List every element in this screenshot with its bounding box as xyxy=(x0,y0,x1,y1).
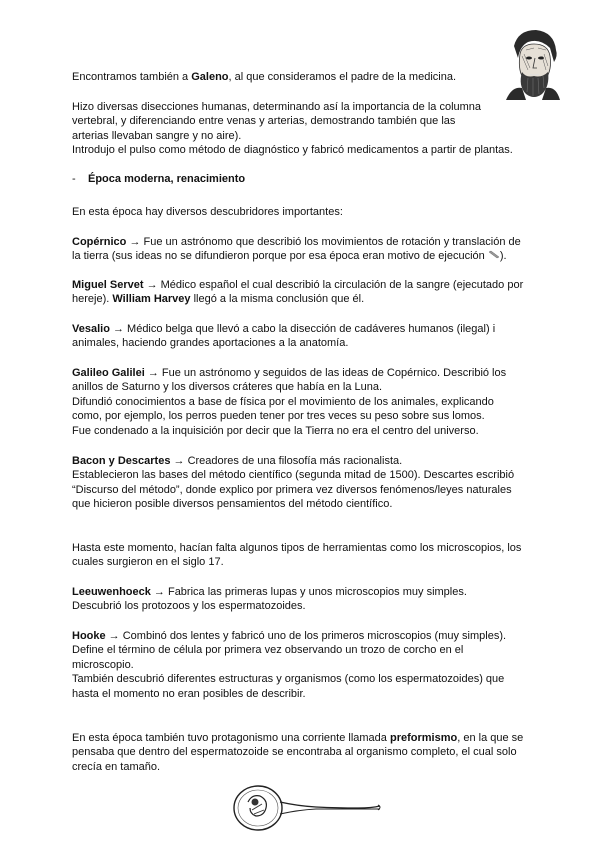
servet-name: Miguel Servet xyxy=(72,279,144,291)
homunculus-sperm-icon xyxy=(228,780,384,836)
bacon-text3: “Discurso del método”, donde explico por primera vez diversos fenómenos/leyes naturales xyxy=(72,483,512,496)
preformismo-paragraph xyxy=(72,731,532,774)
galeno-intro-post: , al que consideramos el padre de la medicina. xyxy=(228,71,456,83)
bacon-paragraph xyxy=(72,454,532,512)
copernico-text2: la tierra (sus ideas no se difundieron porque por esa época eran motivo de ejecución xyxy=(72,250,488,263)
preformismo-text1-pre: En esta época también tuvo protagonismo una corriente llamada xyxy=(72,732,390,744)
servet-line1 xyxy=(72,278,532,292)
galeno-line: vertebral, y diferenciando entre venas y arterias, demostrando también que las xyxy=(72,115,456,128)
servet-line2 xyxy=(72,292,532,306)
galeno-line: arterias llevaban sangre y no aire). xyxy=(72,129,242,142)
preformismo-text1-post: , en la que se xyxy=(457,732,524,744)
copernico-name: Copérnico xyxy=(72,236,127,248)
preformismo-text2: pensaba que dentro del espermatozoide se encontraba al organismo completo, el cual solo xyxy=(72,746,517,759)
leeuwenhoeck-paragraph xyxy=(72,585,532,614)
copernico-text1: → Fue un astrónomo que describió los movimientos de rotación y translación de xyxy=(126,236,521,248)
preformismo-text3: crecía en tamaño. xyxy=(72,760,161,773)
hooke-text4: También descubrió diferentes estructuras y organismos (como los espermatozoides) que xyxy=(72,673,505,686)
galeno-intro-pre: Encontramos también a xyxy=(72,71,192,83)
copernico-line2 xyxy=(72,249,532,263)
galileo-text3: Difundió conocimientos a base de física por el movimiento de los animales, explicando xyxy=(72,395,494,408)
preformismo-term: preformismo xyxy=(389,732,458,744)
galeno-portrait-icon xyxy=(500,26,566,100)
hooke-text1: → Combinó dos lentes y fabricó uno de los primeros microscopios (muy simples). xyxy=(105,630,507,642)
galeno-intro xyxy=(72,70,532,84)
herramientas-text2: cuales surgieron en el siglo 17. xyxy=(72,556,224,569)
section-intro-text: En esta época hay diversos descubridores importantes: xyxy=(72,206,343,218)
hooke-text5: hasta el momento no eran posibles de describir. xyxy=(72,687,306,700)
servet-text1: → Médico español el cual describió la circulación de la sangre (ejecutado por xyxy=(143,279,524,291)
galeno-line: Hizo diversas disecciones humanas, determinando así la importancia de la columna xyxy=(72,101,482,113)
knife-icon xyxy=(488,250,500,260)
hooke-paragraph xyxy=(72,629,532,701)
galeno-details xyxy=(72,100,532,158)
preformismo-line1 xyxy=(72,731,532,745)
hooke-text2: Define el término de célula por primera vez observando un trozo de corcho en el xyxy=(72,644,464,657)
vesalio-text2: animales, haciendo grandes aportaciones a la anatomía. xyxy=(72,337,349,350)
hooke-line1 xyxy=(72,629,532,643)
copernico-line1 xyxy=(72,235,532,249)
bacon-line1 xyxy=(72,454,532,468)
section-intro xyxy=(72,205,532,219)
leeuwenhoeck-text2: Descubrió los protozoos y los espermatozoides. xyxy=(72,600,306,613)
galileo-text2: anillos de Saturno y los diversos cráteres que había en la Luna. xyxy=(72,381,383,394)
galeno-paragraph xyxy=(72,70,532,84)
servet-paragraph xyxy=(72,278,532,307)
galileo-text1: → Fue un astrónomo y seguidos de las ideas de Copérnico. Describió los xyxy=(144,367,507,379)
leeuwenhoeck-name: Leeuwenhoeck xyxy=(72,586,151,598)
galileo-name: Galileo Galilei xyxy=(72,367,145,379)
harvey-name: William Harvey xyxy=(112,293,191,306)
vesalio-line1 xyxy=(72,322,532,336)
servet-text2-post: llegó a la misma conclusión que él. xyxy=(190,293,365,306)
copernico-text2-end: ). xyxy=(499,250,507,263)
section-heading: Época moderna, renacimiento xyxy=(88,173,246,185)
hooke-text3: microscopio. xyxy=(72,658,134,671)
herramientas-text1: Hasta este momento, hacían falta algunos tipos de herramientas como los microscopios, los xyxy=(72,542,522,554)
vesalio-paragraph xyxy=(72,322,532,351)
bacon-name: Bacon y Descartes xyxy=(72,455,171,467)
galileo-text4: como, por ejemplo, los perros pueden tener por tres veces su peso sobre sus lomos. xyxy=(72,410,485,423)
section-bullet: - xyxy=(72,173,76,185)
galileo-line1 xyxy=(72,366,532,380)
copernico-paragraph xyxy=(72,235,532,264)
leeuwenhoeck-line1 xyxy=(72,585,532,599)
vesalio-text1: → Médico belga que llevó a cabo la disección de cadáveres humanos (ilegal) i xyxy=(109,323,496,335)
galileo-paragraph xyxy=(72,366,532,438)
galeno-name: Galeno xyxy=(191,71,229,83)
leeuwenhoeck-text1: → Fabrica las primeras lupas y unos microscopios muy simples. xyxy=(150,586,467,598)
herramientas-paragraph xyxy=(72,541,532,570)
bacon-text4: que hicieron posible diversos pensamientos del método científico. xyxy=(72,498,393,511)
servet-text2-pre: hereje). xyxy=(72,293,113,306)
galileo-text5: Fue condenado a la inquisición por decir que la Tierra no era el centro del universo. xyxy=(72,424,479,437)
bacon-text1: → Creadores de una filosofía más racionalista. xyxy=(170,455,403,467)
bacon-text2: Establecieron las bases del método científico (segunda mitad de 1500). Descartes escribió xyxy=(72,469,515,482)
galeno-line: Introdujo el pulso como método de diagnóstico y fabricó medicamentos a partir de plantas. xyxy=(72,144,513,157)
vesalio-name: Vesalio xyxy=(72,323,110,335)
hooke-name: Hooke xyxy=(72,630,106,642)
